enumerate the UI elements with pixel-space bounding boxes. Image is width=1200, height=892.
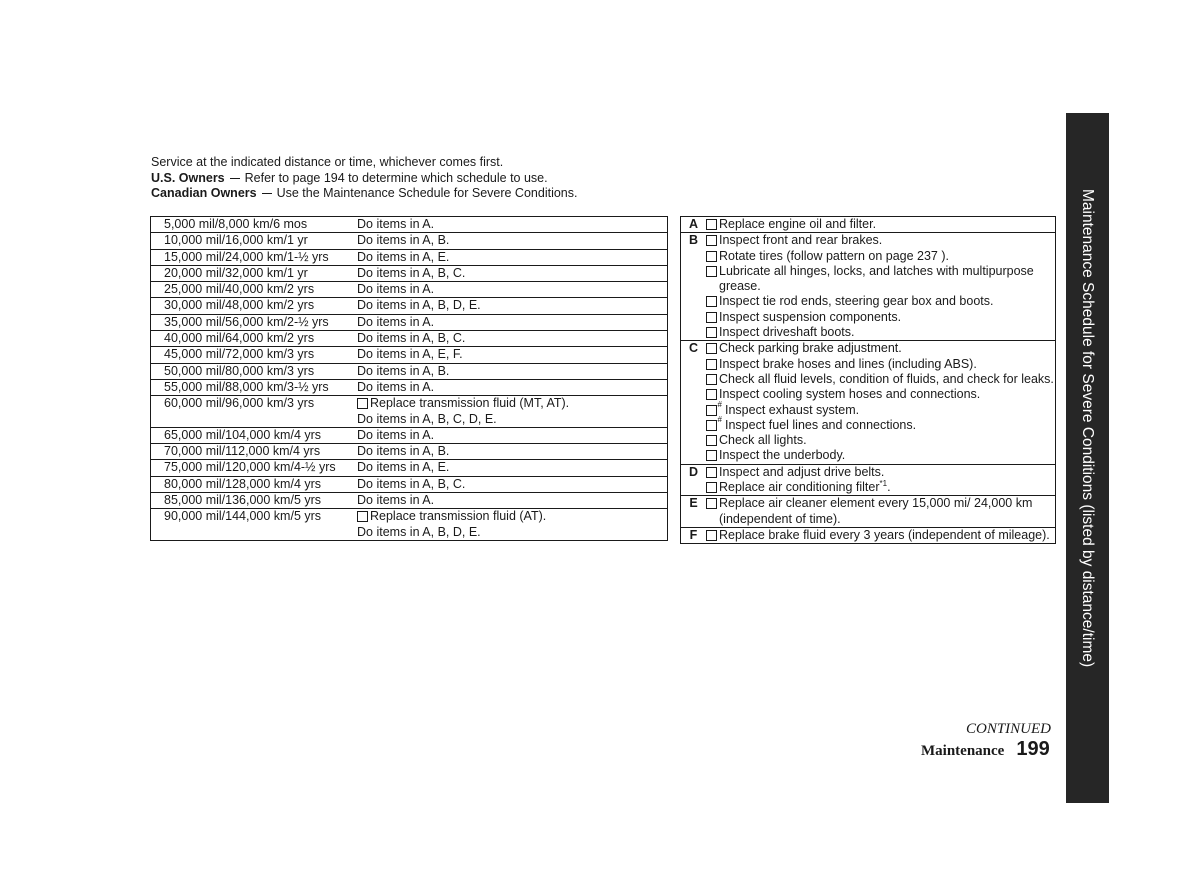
mileage-cell: 10,000 mil/16,000 km/1 yr <box>164 233 308 248</box>
item-text-main: Inspect fuel lines and connections. <box>725 417 917 432</box>
item-text <box>719 448 1055 463</box>
item-entry <box>706 403 1055 418</box>
canadian-owners-text: Use the Maintenance Schedule for Severe Conditions. <box>276 186 578 200</box>
item-list <box>706 217 1055 232</box>
maintenance-items-table <box>680 216 1056 544</box>
item-letter: B <box>688 233 699 248</box>
checkbox-icon <box>706 405 717 416</box>
checkbox-icon <box>706 251 717 262</box>
checkbox-icon <box>706 312 717 323</box>
item-text-main: Inspect the underbody. <box>719 448 846 463</box>
item-entry <box>706 528 1055 543</box>
item-text-main: Inspect and adjust drive belts. <box>719 464 885 479</box>
item-text-main: Inspect brake hoses and lines (including ABS). <box>719 356 977 371</box>
action-line <box>357 412 667 427</box>
checkbox-icon <box>357 511 368 522</box>
action-text: Do items in A. <box>357 379 435 394</box>
action-cell <box>357 428 667 443</box>
action-line <box>357 364 667 379</box>
item-entry <box>706 433 1055 448</box>
action-cell <box>357 282 667 297</box>
mileage-cell: 70,000 mil/112,000 km/4 yrs <box>164 444 321 459</box>
schedule-row <box>151 477 667 493</box>
item-text <box>719 264 1055 295</box>
action-line <box>357 266 667 281</box>
item-list <box>706 233 1055 340</box>
action-text: Do items in A, B, C. <box>357 331 466 346</box>
action-cell <box>357 331 667 346</box>
canadian-owners-label: Canadian Owners <box>151 186 257 200</box>
mileage-schedule-table <box>150 216 668 541</box>
action-text: Do items in A, B, C, D, E. <box>357 411 497 426</box>
canadian-owners-line <box>151 186 577 202</box>
action-line <box>357 460 667 475</box>
item-entry <box>706 341 1055 356</box>
mileage-cell: 20,000 mil/32,000 km/1 yr <box>164 265 308 280</box>
item-text <box>719 310 1055 325</box>
item-letter: D <box>688 464 699 479</box>
item-entry <box>706 372 1055 387</box>
item-text-main: Inspect front and rear brakes. <box>719 233 883 248</box>
checkbox-icon <box>706 530 717 541</box>
action-cell <box>357 217 667 232</box>
schedule-row <box>151 282 667 298</box>
action-cell <box>357 250 667 265</box>
schedule-row <box>151 493 667 509</box>
checkbox-icon <box>706 467 717 478</box>
action-cell <box>357 477 667 492</box>
schedule-row <box>151 396 667 428</box>
item-entry <box>706 264 1055 295</box>
action-cell <box>357 347 667 362</box>
schedule-row <box>151 380 667 396</box>
item-text <box>719 433 1055 448</box>
action-text: Replace transmission fluid (AT). <box>370 509 547 524</box>
intro-line: Service at the indicated distance or time, whichever comes first. <box>151 155 504 169</box>
item-entry <box>706 294 1055 309</box>
action-line <box>357 477 667 492</box>
page-footer <box>921 738 1050 761</box>
item-entry <box>706 233 1055 248</box>
action-cell <box>357 233 667 248</box>
item-letter: E <box>689 496 698 511</box>
side-tab-label: Maintenance Schedule for Severe Conditions (listed by distance/time) <box>1079 189 1096 668</box>
item-group-f <box>681 528 1055 543</box>
schedule-row <box>151 364 667 380</box>
item-list <box>706 528 1055 543</box>
schedule-row <box>151 347 667 363</box>
item-group-d <box>681 465 1055 497</box>
schedule-row <box>151 250 667 266</box>
action-text: Do items in A, B, D, E. <box>357 524 481 539</box>
item-group-c <box>681 341 1055 464</box>
item-text <box>719 233 1055 248</box>
checkbox-icon <box>706 450 717 461</box>
item-text <box>719 294 1055 309</box>
mileage-cell: 25,000 mil/40,000 km/2 yrs <box>164 282 315 297</box>
item-text <box>719 387 1055 402</box>
item-entry <box>706 310 1055 325</box>
action-cell <box>357 380 667 395</box>
item-entry <box>706 357 1055 372</box>
action-cell <box>357 509 667 540</box>
item-entry <box>706 448 1055 463</box>
item-text-main: Replace engine oil and filter. <box>719 217 877 231</box>
mileage-cell: 65,000 mil/104,000 km/4 yrs <box>164 427 322 442</box>
item-text-main: Inspect tie rod ends, steering gear box and boots. <box>719 294 994 309</box>
item-entry <box>706 217 1055 232</box>
item-text <box>725 418 1055 433</box>
action-text: Do items in A. <box>357 282 435 297</box>
schedule-row <box>151 217 667 233</box>
checkbox-icon <box>706 435 717 446</box>
checkbox-icon <box>706 219 717 230</box>
action-text: Do items in A, E, F. <box>357 347 463 362</box>
schedule-row <box>151 509 667 540</box>
us-owners-label: U.S. Owners <box>151 170 225 185</box>
item-text <box>719 496 1055 527</box>
item-text-main: Lubricate all hinges, locks, and latches with multipurpose grease. <box>719 263 1034 294</box>
action-line <box>357 298 667 313</box>
mileage-cell: 75,000 mil/120,000 km/4-½ yrs <box>164 460 336 475</box>
mileage-cell: 85,000 mil/136,000 km/5 yrs <box>164 493 322 508</box>
action-text: Do items in A, B. <box>357 363 450 378</box>
action-line <box>357 525 667 540</box>
action-line <box>357 331 667 346</box>
mileage-cell: 90,000 mil/144,000 km/5 yrs <box>164 509 322 524</box>
checkbox-icon <box>706 498 717 509</box>
mileage-cell: 55,000 mil/88,000 km/3-½ yrs <box>164 379 329 394</box>
item-letter: A <box>688 217 699 231</box>
action-text: Do items in A, B. <box>357 444 450 459</box>
mileage-cell: 45,000 mil/72,000 km/3 yrs <box>164 347 315 362</box>
item-entry <box>706 325 1055 340</box>
action-line <box>357 315 667 330</box>
checkbox-icon <box>706 296 717 307</box>
action-cell <box>357 266 667 281</box>
action-cell <box>357 460 667 475</box>
item-letter: C <box>688 341 699 356</box>
mileage-cell: 30,000 mil/48,000 km/2 yrs <box>164 298 315 313</box>
item-list <box>706 496 1055 527</box>
action-text: Do items in A, B. <box>357 233 450 248</box>
schedule-row <box>151 233 667 249</box>
section-name: Maintenance <box>921 743 1005 759</box>
mileage-cell: 50,000 mil/80,000 km/3 yrs <box>164 363 315 378</box>
action-cell <box>357 298 667 313</box>
action-line <box>357 493 667 508</box>
action-text: Do items in A. <box>357 493 435 508</box>
checkbox-icon <box>706 374 717 385</box>
item-group-a <box>681 217 1055 233</box>
action-text: Do items in A. <box>357 314 435 329</box>
action-line <box>357 250 667 265</box>
item-text <box>719 372 1055 387</box>
item-entry <box>706 480 1055 495</box>
item-text-main: Check parking brake adjustment. <box>719 341 902 356</box>
item-text-main: Check all lights. <box>719 433 807 448</box>
action-text: Do items in A, B, C. <box>357 476 466 491</box>
item-entry <box>706 418 1055 433</box>
action-text: Do items in A. <box>357 427 435 442</box>
item-list <box>706 341 1055 463</box>
item-letter: F <box>689 527 698 542</box>
action-text: Replace transmission fluid (MT, AT). <box>370 396 570 411</box>
action-line <box>357 347 667 362</box>
action-line <box>357 444 667 459</box>
intro-text <box>151 155 577 202</box>
action-line <box>357 282 667 297</box>
checkbox-icon <box>706 343 717 354</box>
item-text <box>725 403 1055 418</box>
action-cell <box>357 315 667 330</box>
mileage-cell: 15,000 mil/24,000 km/1-½ yrs <box>164 249 329 264</box>
action-cell <box>357 396 667 427</box>
mileage-cell: 40,000 mil/64,000 km/2 yrs <box>164 331 315 346</box>
item-text <box>719 480 1055 495</box>
item-group-e <box>681 496 1055 528</box>
action-text: Do items in A, B, C. <box>357 265 466 280</box>
mileage-cell: 35,000 mil/56,000 km/2-½ yrs <box>164 314 329 329</box>
action-line <box>357 509 667 524</box>
item-text <box>719 325 1055 340</box>
item-group-b <box>681 233 1055 341</box>
item-text-main: Check all fluid levels, condition of fluids, and check for leaks. <box>719 371 1054 386</box>
checkbox-icon <box>706 327 717 338</box>
us-owners-line <box>151 171 577 187</box>
dash <box>262 193 272 194</box>
action-line <box>357 233 667 248</box>
item-entry <box>706 496 1055 527</box>
schedule-row <box>151 298 667 314</box>
us-owners-text: Refer to page 194 to determine which schedule to use. <box>244 170 548 185</box>
checkbox-icon <box>706 235 717 246</box>
schedule-row <box>151 315 667 331</box>
item-text-main: Inspect cooling system hoses and connections. <box>719 387 981 402</box>
action-line <box>357 380 667 395</box>
item-text <box>719 528 1055 543</box>
action-line <box>357 396 667 411</box>
action-text: Do items in A, B, D, E. <box>357 298 481 313</box>
item-text-main: Inspect exhaust system. <box>725 402 860 417</box>
schedule-row <box>151 460 667 476</box>
continued-label: CONTINUED <box>966 721 1052 737</box>
mileage-cell: 80,000 mil/128,000 km/4 yrs <box>164 476 322 491</box>
schedule-row <box>151 444 667 460</box>
item-text <box>719 357 1055 372</box>
mileage-cell: 60,000 mil/96,000 km/3 yrs <box>164 396 315 411</box>
action-line <box>357 217 667 232</box>
action-cell <box>357 493 667 508</box>
item-entry <box>706 465 1055 480</box>
item-text <box>719 217 1055 232</box>
action-text: Do items in A, E. <box>357 460 450 475</box>
item-entry <box>706 249 1055 264</box>
checkbox-icon <box>706 482 717 493</box>
page-number: 199 <box>1016 738 1050 760</box>
checkbox-icon <box>706 266 717 277</box>
item-text-main: Replace air cleaner element every 15,000 mi/ 24,000 km (independent of time). <box>719 496 1033 526</box>
item-text-main: Inspect driveshaft boots. <box>719 325 855 340</box>
checkbox-icon <box>357 398 368 409</box>
checkbox-icon <box>706 389 717 400</box>
action-text: Do items in A. <box>357 217 435 231</box>
item-text-end: . <box>887 480 891 495</box>
item-text <box>719 465 1055 480</box>
action-cell <box>357 444 667 459</box>
action-text: Do items in A, E. <box>357 249 450 264</box>
item-text-main: Inspect suspension components. <box>719 309 902 324</box>
schedule-row <box>151 331 667 347</box>
dash <box>230 178 240 179</box>
schedule-row <box>151 428 667 444</box>
mileage-cell: 5,000 mil/8,000 km/6 mos <box>164 217 308 231</box>
item-entry <box>706 387 1055 402</box>
item-text-main: Replace brake fluid every 3 years (independent of mileage). <box>719 527 1050 542</box>
item-text <box>719 341 1055 356</box>
action-cell <box>357 364 667 379</box>
checkbox-icon <box>706 359 717 370</box>
item-text-main: Rotate tires (follow pattern on page 237 ). <box>719 248 949 263</box>
item-text <box>719 249 1055 264</box>
item-text-main: Replace air conditioning filter <box>719 480 880 495</box>
item-list <box>706 465 1055 496</box>
checkbox-icon <box>706 420 717 431</box>
action-line <box>357 428 667 443</box>
schedule-row <box>151 266 667 282</box>
footnote-marker: *1 <box>879 478 888 488</box>
